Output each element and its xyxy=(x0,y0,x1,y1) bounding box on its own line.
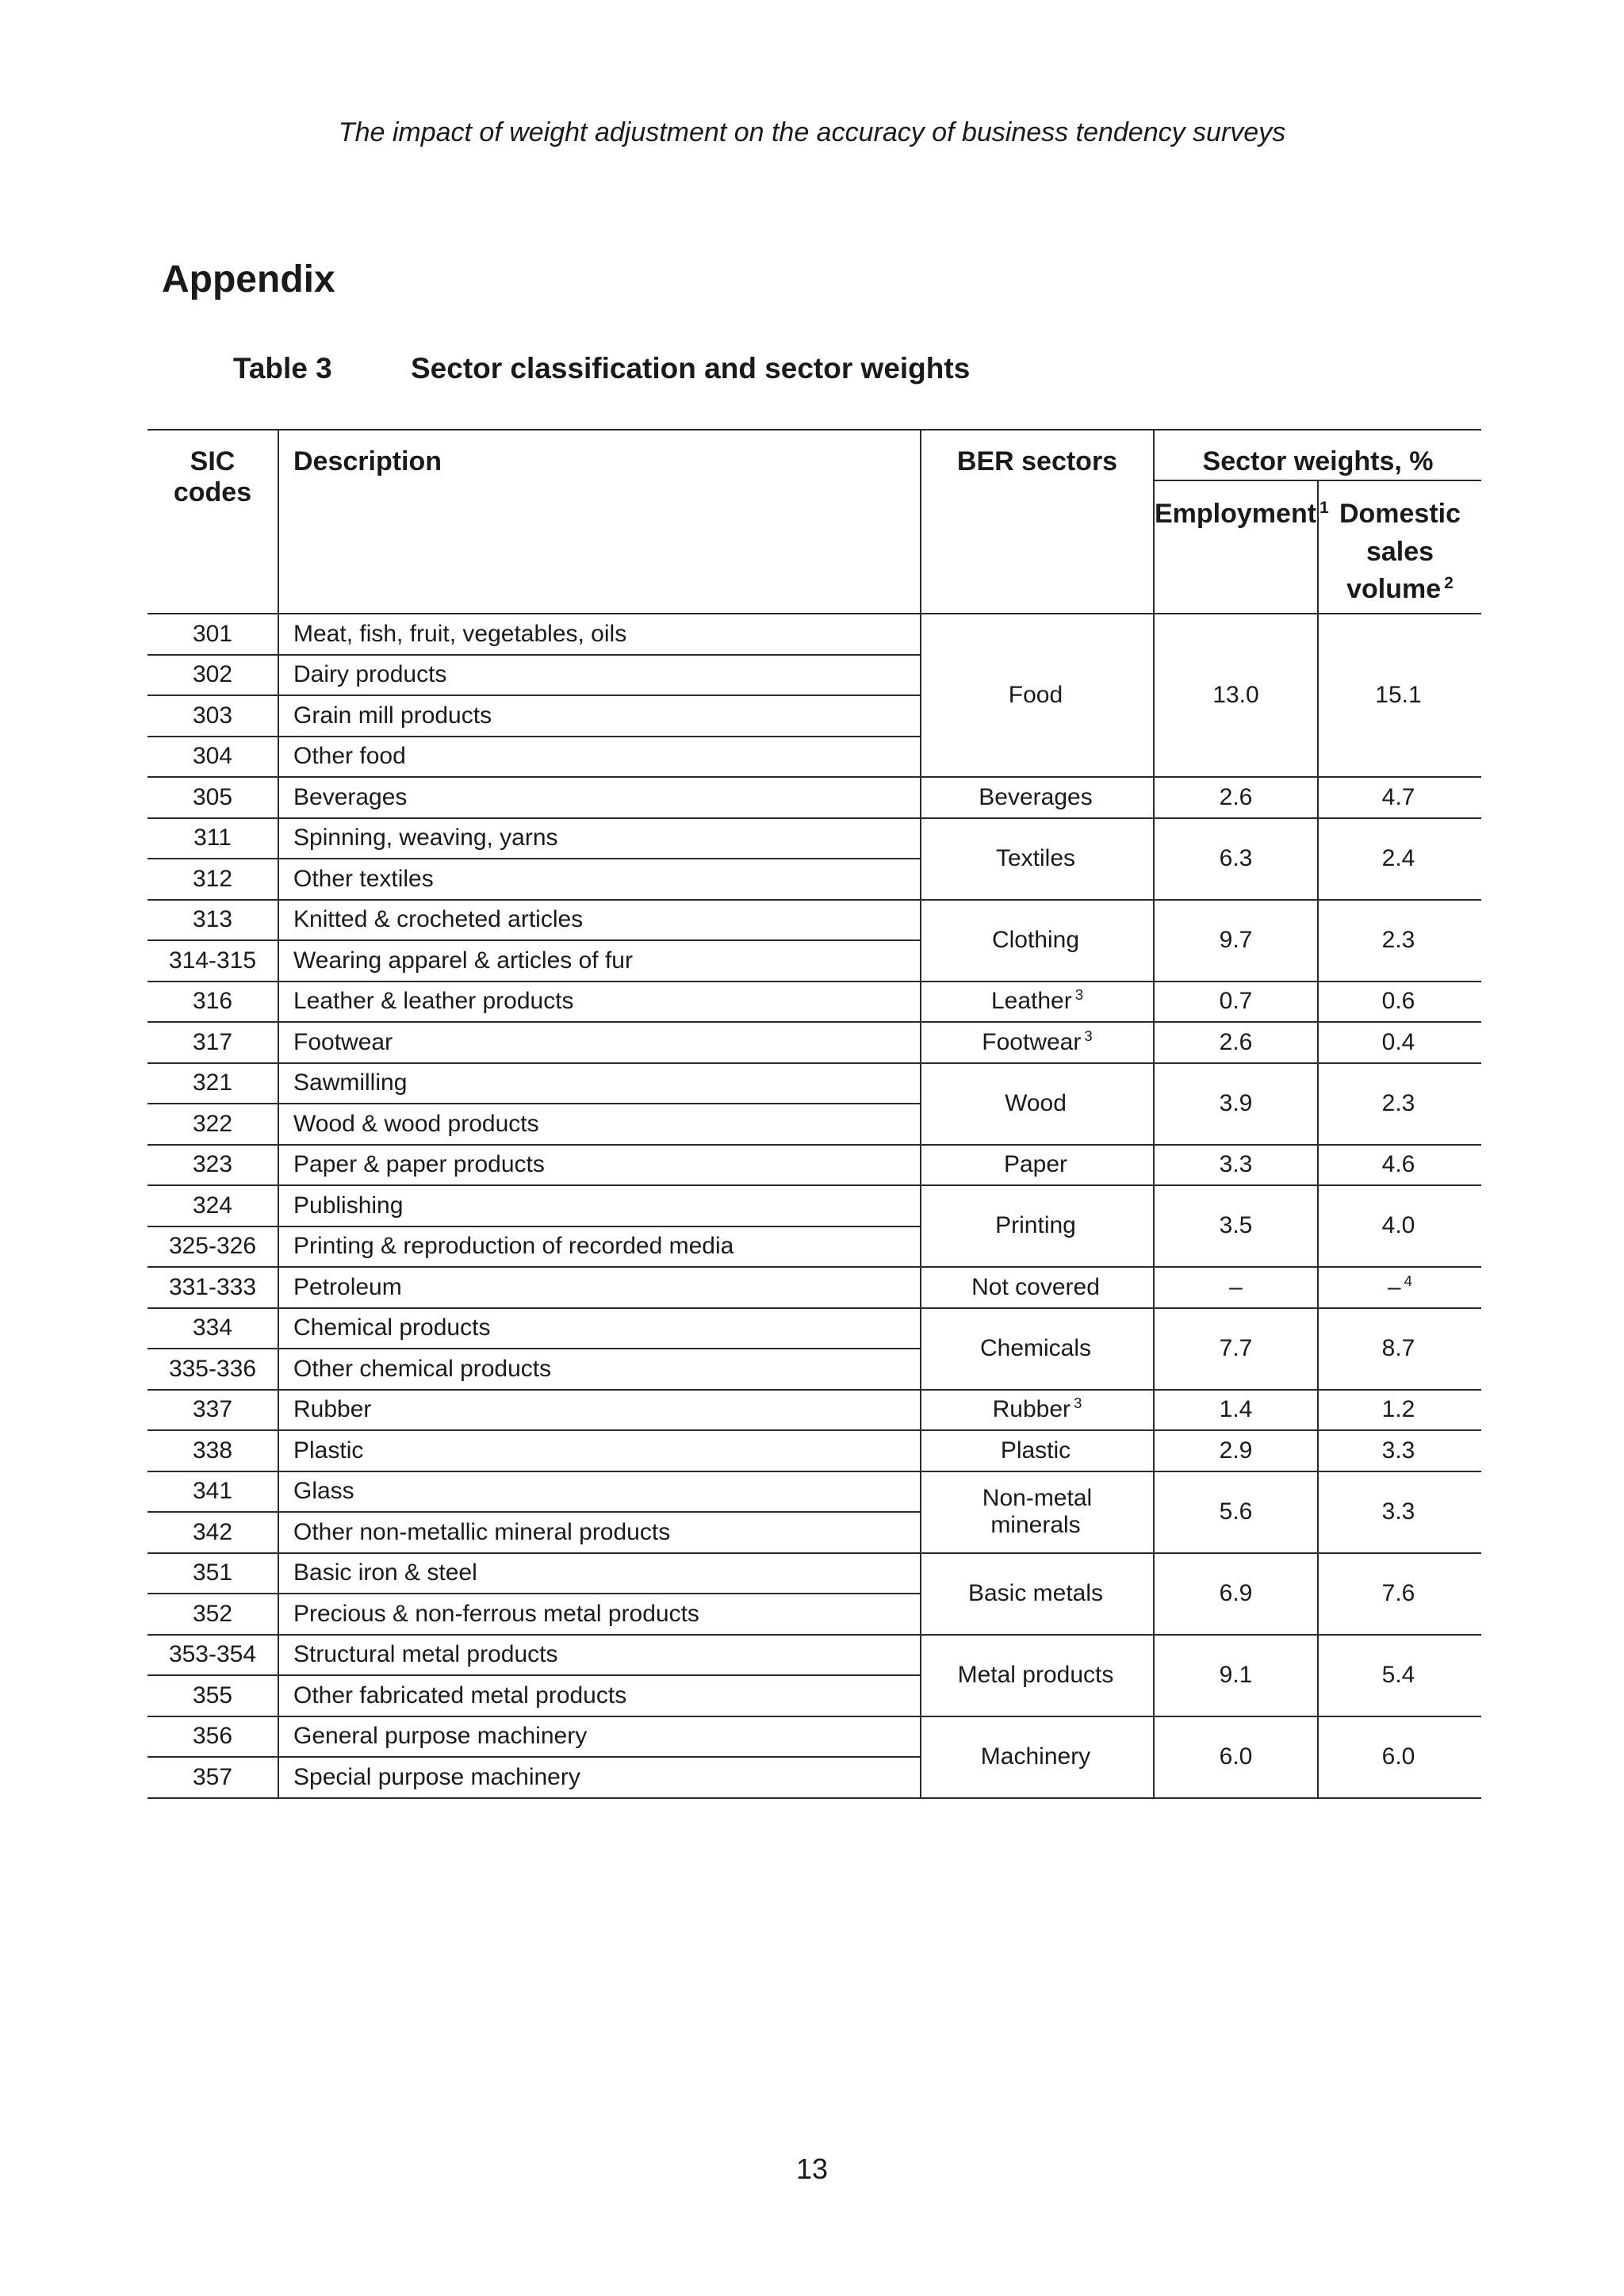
ber-sector-cell xyxy=(921,1430,1154,1471)
footnote-marker: 3 xyxy=(1074,986,1084,1003)
ber-sector-cell xyxy=(921,1716,1154,1798)
col-header-description: Description xyxy=(278,430,921,614)
table-row xyxy=(147,1308,1481,1349)
ber-sector-name: Food xyxy=(1008,681,1063,708)
ber-sector-cell xyxy=(921,1185,1154,1267)
ber-sector-name: Textiles xyxy=(995,844,1076,871)
description-cell: Knitted & crocheted articles xyxy=(278,900,921,941)
ber-sector-cell xyxy=(921,1390,1154,1431)
sic-code-cell: 323 xyxy=(147,1145,278,1186)
domestic-weight-cell xyxy=(1318,777,1481,818)
col-header-employment: Employment $^1$ xyxy=(1154,480,1318,614)
domestic-weight-cell xyxy=(1318,1185,1481,1267)
table-row xyxy=(147,1635,1481,1676)
sic-code-cell: 341 xyxy=(147,1471,278,1513)
employment-weight-cell: 2.9 xyxy=(1154,1430,1318,1471)
ber-sector-name: Metal products xyxy=(957,1661,1114,1688)
footnote-marker: 2 xyxy=(1444,573,1454,592)
domestic-weight-cell xyxy=(1318,1390,1481,1431)
description-cell: Leather & leather products xyxy=(278,982,921,1023)
ber-sector-name: Plastic xyxy=(1000,1437,1071,1464)
footnote-marker: 1 xyxy=(1320,498,1329,517)
ber-sector-cell xyxy=(921,1063,1154,1145)
sic-code-cell: 356 xyxy=(147,1716,278,1758)
description-cell: Special purpose machinery xyxy=(278,1757,921,1798)
employment-weight-cell: 6.3 xyxy=(1154,818,1318,900)
table-row xyxy=(147,614,1481,655)
domestic-weight-value: 5.4 xyxy=(1381,1661,1415,1688)
description-cell: Glass xyxy=(278,1471,921,1513)
description-cell: Plastic xyxy=(278,1430,921,1471)
employment-weight-cell: 1.4 xyxy=(1154,1390,1318,1431)
domestic-weight-value: 4.7 xyxy=(1381,783,1415,810)
ber-sector-name: Machinery xyxy=(980,1743,1091,1770)
sic-code-cell: 355 xyxy=(147,1675,278,1716)
sic-code-cell: 353-354 xyxy=(147,1635,278,1676)
col-header-sector-weights: Sector weights, % xyxy=(1154,430,1481,480)
description-cell: Wearing apparel & articles of fur xyxy=(278,940,921,982)
description-cell: Grain mill products xyxy=(278,695,921,737)
domestic-weight-value: 8.7 xyxy=(1381,1334,1415,1361)
sector-table xyxy=(147,429,1481,1799)
employment-weight-cell: 3.9 xyxy=(1154,1063,1318,1145)
domestic-weight-cell xyxy=(1318,1553,1481,1635)
col-header-ber-sectors: BER sectors xyxy=(921,430,1154,614)
table-row xyxy=(147,1022,1481,1063)
sic-code-cell: 311 xyxy=(147,818,278,859)
description-cell: Rubber xyxy=(278,1390,921,1431)
description-cell: Basic iron & steel xyxy=(278,1553,921,1594)
employment-weight-cell: 3.5 xyxy=(1154,1185,1318,1267)
col-header-domestic-sales: Domestic sales volume $^2$ xyxy=(1318,480,1481,614)
ber-sector-cell xyxy=(921,1022,1154,1063)
table-row xyxy=(147,1430,1481,1471)
ber-sector-name: Not covered xyxy=(971,1273,1100,1300)
ber-sector-name: Leather xyxy=(990,988,1072,1014)
table-row xyxy=(147,1553,1481,1594)
table-row xyxy=(147,818,1481,859)
domestic-weight-value: 1.2 xyxy=(1381,1396,1415,1422)
employment-weight-cell: 7.7 xyxy=(1154,1308,1318,1390)
description-cell: Beverages xyxy=(278,777,921,818)
sic-code-cell: 303 xyxy=(147,695,278,737)
description-cell: Precious & non-ferrous metal products xyxy=(278,1594,921,1635)
domestic-weight-value: 15.1 xyxy=(1375,681,1422,708)
description-cell: Meat, fish, fruit, vegetables, oils xyxy=(278,614,921,655)
sic-code-cell: 331-333 xyxy=(147,1267,278,1308)
page-number: 13 xyxy=(795,2152,829,2185)
employment-weight-cell: 2.6 xyxy=(1154,777,1318,818)
description-cell: Paper & paper products xyxy=(278,1145,921,1186)
ber-sector-cell xyxy=(921,818,1154,900)
domestic-weight-value: 2.3 xyxy=(1381,1089,1415,1116)
employment-weight-cell: 3.3 xyxy=(1154,1145,1318,1186)
employment-weight-cell: 0.7 xyxy=(1154,982,1318,1023)
domestic-weight-cell xyxy=(1318,1471,1481,1553)
domestic-weight-value: 0.6 xyxy=(1381,988,1415,1014)
sic-code-cell: 335-336 xyxy=(147,1349,278,1390)
description-cell: Publishing xyxy=(278,1185,921,1226)
sic-code-cell: 352 xyxy=(147,1594,278,1635)
employment-weight-cell: 9.1 xyxy=(1154,1635,1318,1716)
ber-sector-cell xyxy=(921,900,1154,982)
domestic-weight-value: 6.0 xyxy=(1381,1743,1415,1770)
domestic-weight-cell xyxy=(1318,1635,1481,1716)
domestic-weight-cell xyxy=(1318,1063,1481,1145)
description-cell: Printing & reproduction of recorded media xyxy=(278,1226,921,1268)
description-cell: Dairy products xyxy=(278,655,921,696)
ber-sector-name: Paper xyxy=(1003,1151,1068,1177)
col-header-sic: SIC codes xyxy=(147,430,278,614)
sic-code-cell: 301 xyxy=(147,614,278,655)
domestic-weight-value: 3.3 xyxy=(1381,1437,1415,1464)
domestic-weight-value: 4.6 xyxy=(1381,1151,1415,1177)
employment-weight-cell: 13.0 xyxy=(1154,614,1318,777)
domestic-weight-value: 4.0 xyxy=(1381,1212,1415,1239)
ber-sector-name: Chemicals xyxy=(979,1334,1092,1361)
ber-sector-cell xyxy=(921,982,1154,1023)
domestic-weight-value: – xyxy=(1387,1273,1401,1300)
domestic-weight-cell xyxy=(1318,818,1481,900)
table-body xyxy=(147,614,1481,1798)
sic-code-cell: 357 xyxy=(147,1757,278,1798)
ber-sector-name: Clothing xyxy=(991,926,1080,953)
footnote-marker: 3 xyxy=(1084,1027,1093,1044)
description-cell: Other fabricated metal products xyxy=(278,1675,921,1716)
domestic-weight-cell xyxy=(1318,1308,1481,1390)
domestic-weight-cell xyxy=(1318,982,1481,1023)
domestic-weight-cell xyxy=(1318,900,1481,982)
employment-weight-cell: – xyxy=(1154,1267,1318,1308)
sic-code-cell: 313 xyxy=(147,900,278,941)
ber-sector-cell xyxy=(921,1308,1154,1390)
description-cell: Footwear xyxy=(278,1022,921,1063)
ber-sector-name: Basic metals xyxy=(967,1579,1104,1606)
employment-weight-cell: 9.7 xyxy=(1154,900,1318,982)
domestic-weight-value: 2.3 xyxy=(1381,926,1415,953)
table-row xyxy=(147,1390,1481,1431)
description-cell: Other non-metallic mineral products xyxy=(278,1512,921,1553)
employment-weight-cell: 6.0 xyxy=(1154,1716,1318,1798)
sic-code-cell: 321 xyxy=(147,1063,278,1104)
sic-code-cell: 312 xyxy=(147,859,278,900)
description-cell: Other textiles xyxy=(278,859,921,900)
ber-sector-name: Non-metal minerals xyxy=(982,1484,1093,1538)
ber-sector-name: Rubber xyxy=(992,1396,1071,1422)
description-cell: General purpose machinery xyxy=(278,1716,921,1758)
ber-sector-name: Footwear xyxy=(982,1028,1082,1055)
table-row xyxy=(147,1145,1481,1186)
description-cell: Chemical products xyxy=(278,1308,921,1349)
description-cell: Petroleum xyxy=(278,1267,921,1308)
sic-code-cell: 338 xyxy=(147,1430,278,1471)
employment-weight-cell: 6.9 xyxy=(1154,1553,1318,1635)
description-cell: Wood & wood products xyxy=(278,1104,921,1145)
domestic-weight-value: 0.4 xyxy=(1381,1028,1415,1055)
table-row xyxy=(147,982,1481,1023)
footnote-marker: 3 xyxy=(1074,1395,1082,1411)
ber-sector-cell xyxy=(921,1635,1154,1716)
ber-sector-cell xyxy=(921,1267,1154,1308)
description-cell: Sawmilling xyxy=(278,1063,921,1104)
domestic-weight-cell xyxy=(1318,1267,1481,1308)
table-row xyxy=(147,1471,1481,1513)
employment-weight-cell: 5.6 xyxy=(1154,1471,1318,1553)
domestic-weight-cell xyxy=(1318,1716,1481,1798)
ber-sector-name: Beverages xyxy=(979,783,1093,810)
sic-code-cell: 337 xyxy=(147,1390,278,1431)
table-row xyxy=(147,1267,1481,1308)
domestic-weight-cell xyxy=(1318,1145,1481,1186)
sic-code-cell: 334 xyxy=(147,1308,278,1349)
ber-sector-cell xyxy=(921,1145,1154,1186)
table-row xyxy=(147,900,1481,941)
table-row xyxy=(147,1716,1481,1758)
domestic-weight-value: 2.4 xyxy=(1381,844,1415,871)
sic-code-cell: 324 xyxy=(147,1185,278,1226)
domestic-weight-cell xyxy=(1318,1022,1481,1063)
sic-code-cell: 325-326 xyxy=(147,1226,278,1268)
table-row xyxy=(147,1063,1481,1104)
domestic-weight-cell xyxy=(1318,614,1481,777)
ber-sector-cell xyxy=(921,777,1154,818)
description-cell: Spinning, weaving, yarns xyxy=(278,818,921,859)
section-title: Appendix xyxy=(162,258,335,300)
domestic-weight-value: 3.3 xyxy=(1381,1498,1415,1525)
sic-code-cell: 314-315 xyxy=(147,940,278,982)
footnote-marker: 4 xyxy=(1404,1272,1413,1289)
running-header: The impact of weight adjustment on the accuracy of business tendency surveys xyxy=(338,117,1286,147)
sic-code-cell: 305 xyxy=(147,777,278,818)
sic-code-cell: 304 xyxy=(147,737,278,778)
sic-code-cell: 317 xyxy=(147,1022,278,1063)
description-cell: Other food xyxy=(278,737,921,778)
table-row xyxy=(147,1185,1481,1226)
domestic-weight-value: 7.6 xyxy=(1381,1579,1415,1606)
ber-sector-cell xyxy=(921,1553,1154,1635)
ber-sector-cell xyxy=(921,1471,1154,1553)
ber-sector-name: Wood xyxy=(1005,1089,1067,1116)
sic-code-cell: 351 xyxy=(147,1553,278,1594)
sic-code-cell: 302 xyxy=(147,655,278,696)
table-label: Table 3 xyxy=(233,352,332,385)
employment-weight-cell: 2.6 xyxy=(1154,1022,1318,1063)
ber-sector-name: Printing xyxy=(995,1212,1076,1239)
description-cell: Structural metal products xyxy=(278,1635,921,1676)
sic-code-cell: 316 xyxy=(147,982,278,1023)
table-title: Sector classification and sector weights xyxy=(411,352,971,385)
sic-code-cell: 322 xyxy=(147,1104,278,1145)
description-cell: Other chemical products xyxy=(278,1349,921,1390)
table-row xyxy=(147,777,1481,818)
domestic-weight-cell xyxy=(1318,1430,1481,1471)
ber-sector-cell xyxy=(921,614,1154,777)
sic-code-cell: 342 xyxy=(147,1512,278,1553)
